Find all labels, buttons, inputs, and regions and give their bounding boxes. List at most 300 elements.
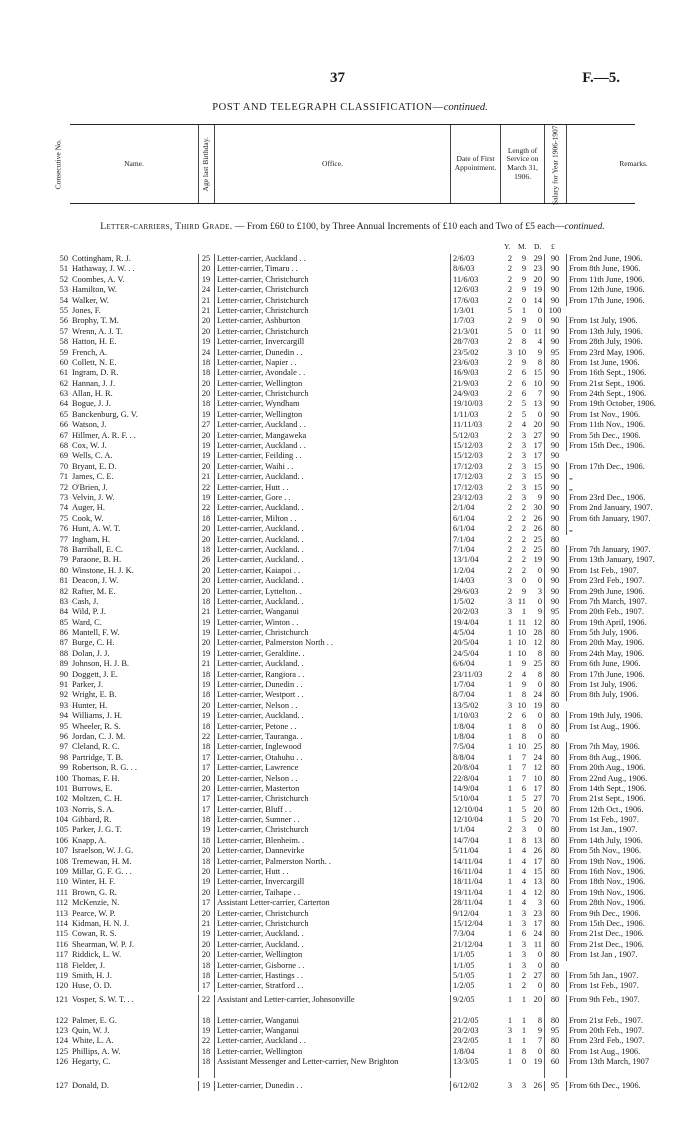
row-salary: 90 xyxy=(544,316,565,326)
row-number: 84 xyxy=(59,607,68,617)
row-age: 21 xyxy=(198,296,213,306)
row-appointment-date: 1/5/02 xyxy=(450,597,501,607)
row-number: 66 xyxy=(59,420,68,430)
row-office: Letter-carrier, Winton . . xyxy=(214,618,451,628)
row-service-months: 10 xyxy=(517,638,526,648)
row-age: 24 xyxy=(198,348,213,358)
row-salary: 80 xyxy=(544,971,565,981)
row-name: Wheeler, R. S. xyxy=(72,721,121,731)
row-number: 76 xyxy=(59,524,68,534)
table-row xyxy=(55,867,646,877)
row-appointment-date: 11/11/03 xyxy=(450,420,501,430)
row-service-years: 1 xyxy=(507,1015,512,1025)
table-row xyxy=(59,586,645,597)
row-service-months: 1 xyxy=(521,305,526,315)
row-service-years: 2 xyxy=(507,399,512,409)
row-service-years: 2 xyxy=(507,524,512,534)
row-age: 18 xyxy=(198,358,213,368)
row-salary: 90 xyxy=(544,566,565,576)
row-service-months: 5 xyxy=(521,409,526,419)
row-service-days: 17 xyxy=(533,451,542,461)
row-salary: 80 xyxy=(544,774,565,784)
row-number: 105 xyxy=(55,825,68,835)
table-row xyxy=(55,835,643,846)
row-number: 104 xyxy=(55,815,68,825)
row-office: Letter-carrier, Lyttelton. . xyxy=(214,587,451,597)
row-service-years: 1 xyxy=(507,628,512,638)
row-number: 52 xyxy=(59,274,68,284)
row-service-days: 10 xyxy=(533,773,542,783)
section-heading xyxy=(70,221,635,233)
row-age: 19 xyxy=(198,628,213,638)
row-age: 27 xyxy=(198,420,213,430)
table-row xyxy=(55,898,646,908)
row-salary: 90 xyxy=(544,576,565,586)
row-salary: 80 xyxy=(544,784,565,794)
row-service-years: 1 xyxy=(507,659,512,669)
row-salary: 90 xyxy=(544,597,565,607)
row-remarks: From 23rd Dec., 1906. xyxy=(566,493,699,503)
row-salary: 80 xyxy=(544,753,565,763)
unit-years: Y. xyxy=(504,242,511,251)
row-office: Assistant and Letter-carrier, Johnsonville xyxy=(214,995,451,1016)
row-age: 19 xyxy=(198,441,213,451)
row-remarks: From 5th Nov., 1906. xyxy=(566,846,699,856)
table-row xyxy=(59,295,645,306)
row-number: 51 xyxy=(59,264,68,274)
row-remarks: From 23rd May, 1906. xyxy=(566,348,699,358)
row-salary: 90 xyxy=(544,462,565,472)
row-office: Letter-carrier, Palmerston North. . xyxy=(214,857,451,867)
table-row xyxy=(55,783,647,794)
row-name: Burrows, E. xyxy=(72,783,113,793)
row-age: 21 xyxy=(198,659,213,669)
row-appointment-date: 14/9/04 xyxy=(450,784,501,794)
row-salary: 80 xyxy=(544,618,565,628)
table-row xyxy=(59,700,635,711)
row-service-days: 4 xyxy=(537,337,542,347)
row-service-days: 28 xyxy=(533,628,542,638)
row-age: 21 xyxy=(198,607,213,617)
row-remarks: From 21st Feb., 1907. xyxy=(566,1016,699,1026)
row-name: Hegarty, C. xyxy=(72,1057,111,1067)
row-appointment-date: 28/11/04 xyxy=(450,898,501,908)
row-age: 18 xyxy=(198,690,213,700)
row-number: 113 xyxy=(55,908,68,918)
row-office: Letter-carrier, Gisborne . . xyxy=(214,961,451,971)
row-service-years: 3 xyxy=(507,700,512,710)
row-service-months: 6 xyxy=(521,389,526,399)
header-name xyxy=(70,125,198,203)
row-name: Ingram, D. R. xyxy=(72,368,119,378)
row-appointment-date: 17/6/03 xyxy=(450,296,501,306)
row-service-months: 4 xyxy=(521,867,526,877)
row-age: 20 xyxy=(198,940,213,950)
row-age: 20 xyxy=(198,379,213,389)
row-remarks: From 20th Feb., 1907. xyxy=(566,607,699,617)
row-service-days: 0 xyxy=(537,576,542,586)
row-appointment-date: 1/4/03 xyxy=(450,576,501,586)
table-row xyxy=(55,919,645,929)
row-name: Parker, J. G. T. xyxy=(72,825,122,835)
table-row xyxy=(59,482,635,493)
row-salary: 90 xyxy=(544,420,565,430)
row-number: 91 xyxy=(59,680,68,690)
row-appointment-date: 12/6/03 xyxy=(450,285,501,295)
row-service-months: 7 xyxy=(521,763,526,773)
row-salary: 90 xyxy=(544,368,565,378)
row-name: Smith, H. J. xyxy=(72,970,112,980)
row-service-years: 1 xyxy=(507,731,512,741)
row-appointment-date: 13/1/04 xyxy=(450,555,501,565)
row-service-days: 29 xyxy=(533,254,542,263)
row-remarks: From 17th June, 1906. xyxy=(566,296,699,306)
row-name: Banckenburg, G. V. xyxy=(72,409,138,419)
row-age: 21 xyxy=(198,919,213,929)
row-remarks: From 17th Dec., 1906. xyxy=(566,462,699,472)
row-appointment-date: 21/2/05 xyxy=(450,1016,501,1026)
row-service-months: 4 xyxy=(521,898,526,908)
row-service-years: 2 xyxy=(507,711,512,721)
row-remarks: From 1st Aug., 1906. xyxy=(566,722,699,732)
header-service xyxy=(500,125,544,203)
row-service-months: 3 xyxy=(521,919,526,928)
row-service-days: 0 xyxy=(537,825,542,835)
row-age: 18 xyxy=(198,857,213,867)
row-salary: 80 xyxy=(544,524,565,534)
header-date-label: Date of First Appointment. xyxy=(454,154,497,172)
row-number: 71 xyxy=(59,472,68,482)
table-row xyxy=(55,939,644,950)
row-age: 18 xyxy=(198,722,213,732)
row-age: 22 xyxy=(198,503,213,513)
table-row xyxy=(59,555,655,565)
row-service-months: 4 xyxy=(521,669,526,679)
row-age: 20 xyxy=(198,888,213,898)
table-row xyxy=(55,960,635,971)
row-service-years: 1 xyxy=(507,981,512,991)
row-salary: 90 xyxy=(544,483,565,493)
row-service-months: 11 xyxy=(517,596,526,606)
row-service-days: 12 xyxy=(533,763,542,773)
row-number: 72 xyxy=(59,482,68,492)
row-number: 74 xyxy=(59,503,68,513)
row-age: 18 xyxy=(198,1057,213,1078)
row-salary: 80 xyxy=(544,950,565,960)
row-salary: 90 xyxy=(544,451,565,461)
row-number: 121 xyxy=(55,994,68,1004)
row-service-years: 1 xyxy=(507,690,512,700)
table-row xyxy=(59,524,635,534)
row-service-months: 2 xyxy=(521,524,526,534)
row-salary: 80 xyxy=(544,909,565,919)
row-service-days: 0 xyxy=(537,731,542,741)
row-service-months: 8 xyxy=(521,1046,526,1056)
row-appointment-date: 5/1/05 xyxy=(450,971,501,981)
row-office: Letter-carrier, Dunedin . . xyxy=(214,680,451,690)
row-appointment-date: 8/8/04 xyxy=(450,753,501,763)
row-remarks: From 2nd January, 1907. xyxy=(566,503,699,513)
row-remarks: From 24th Sept., 1906. xyxy=(566,389,699,399)
row-office: Letter-carrier, Christchurch xyxy=(214,296,451,306)
table-row xyxy=(59,731,635,742)
row-office: Letter-carrier, Auckland. . xyxy=(214,576,451,586)
row-number: 56 xyxy=(59,316,68,326)
row-service-months: 3 xyxy=(521,492,526,502)
row-salary: 70 xyxy=(544,794,565,804)
row-age: 19 xyxy=(198,649,213,659)
row-service-years: 1 xyxy=(507,970,512,980)
row-salary: 80 xyxy=(544,995,565,1016)
row-service-years: 1 xyxy=(507,794,512,804)
row-number: 100 xyxy=(55,773,68,783)
row-name: Williams, J. H. xyxy=(72,711,123,721)
row-service-days: 0 xyxy=(537,596,542,606)
row-number: 120 xyxy=(55,981,68,991)
row-service-days: 0 xyxy=(537,565,542,575)
row-office: Letter-carrier, Auckland. . xyxy=(214,929,451,939)
row-service-months: 3 xyxy=(521,825,526,835)
table-row xyxy=(55,877,646,887)
row-age: 20 xyxy=(198,576,213,586)
row-office: Letter-carrier, Dunedin . . xyxy=(214,348,451,358)
row-name: Quin, W. J. xyxy=(72,1025,110,1035)
row-appointment-date: 1/10/03 xyxy=(450,711,501,721)
row-office: Letter-carrier, Timaru . . xyxy=(214,264,451,274)
row-service-days: 9 xyxy=(537,347,542,357)
table-row xyxy=(55,1036,645,1046)
row-service-years: 3 xyxy=(507,607,512,617)
row-appointment-date: 1/8/04 xyxy=(450,722,501,732)
row-age: 17 xyxy=(198,794,213,804)
table-row xyxy=(59,680,638,690)
row-salary: 90 xyxy=(544,337,565,347)
row-service-months: 2 xyxy=(521,503,526,513)
row-service-days: 3 xyxy=(537,586,542,596)
table-row xyxy=(59,441,645,451)
row-office: Letter-carrier, Auckland. . xyxy=(214,555,451,565)
row-service-months: 10 xyxy=(517,347,526,357)
row-office: Letter-carrier, Ashburton xyxy=(214,316,451,326)
row-office: Letter-carrier, Auckland . . xyxy=(214,420,451,430)
row-number: 60 xyxy=(59,357,68,367)
row-remarks: From 20th May, 1906. xyxy=(566,638,699,648)
table-row xyxy=(59,305,635,316)
row-name: Mantell, F. W. xyxy=(72,628,120,638)
row-salary: 80 xyxy=(544,981,565,991)
row-name: Tremewan, H. M. xyxy=(72,856,132,866)
row-number: 115 xyxy=(55,929,68,939)
row-service-months: 5 xyxy=(521,399,526,409)
row-age: 19 xyxy=(198,711,213,721)
row-appointment-date: 12/10/04 xyxy=(450,805,501,815)
row-remarks: From 1st Feb., 1907. xyxy=(566,566,699,576)
row-salary: 90 xyxy=(544,431,565,441)
row-number: 117 xyxy=(55,950,68,960)
header-name-label: Name. xyxy=(124,158,144,168)
row-service-months: 0 xyxy=(521,326,526,336)
row-salary: 90 xyxy=(544,275,565,285)
row-office: Letter-carrier, Kaiapoi . . xyxy=(214,566,451,576)
row-service-days: 24 xyxy=(533,690,542,700)
row-name: Cottingham, R. J. xyxy=(72,254,131,263)
row-service-months: 9 xyxy=(521,680,526,690)
row-age: 20 xyxy=(198,462,213,472)
row-service-days: 27 xyxy=(533,970,542,980)
row-appointment-date: 6/12/02 xyxy=(450,1081,501,1091)
row-name: Rafter, M. E. xyxy=(72,586,116,596)
row-service-days: 20 xyxy=(533,815,542,825)
row-service-years: 2 xyxy=(507,254,512,263)
row-remarks: From 8th June, 1906. xyxy=(566,264,699,274)
row-service-years: 2 xyxy=(507,337,512,347)
row-service-days: 12 xyxy=(533,638,542,648)
row-name: Bryant, E. D. xyxy=(72,461,117,471)
row-office: Letter-carrier, Christchurch xyxy=(214,919,451,929)
row-service-years: 1 xyxy=(507,648,512,658)
row-service-days: 0 xyxy=(537,981,542,991)
row-age: 25 xyxy=(198,254,213,264)
row-office: Letter-carrier, Auckland. . xyxy=(214,535,451,545)
row-service-days: 0 xyxy=(537,960,542,970)
row-age: 20 xyxy=(198,327,213,337)
row-remarks: From 7th January, 1907. xyxy=(566,545,699,555)
row-appointment-date: 5/11/04 xyxy=(450,846,501,856)
row-service-months: 8 xyxy=(521,731,526,741)
row-service-months: 3 xyxy=(521,908,526,918)
row-remarks: From 5th July, 1906. xyxy=(566,628,699,638)
row-service-years: 3 xyxy=(507,1025,512,1035)
row-age: 17 xyxy=(198,805,213,815)
row-number: 87 xyxy=(59,638,68,648)
row-number: 95 xyxy=(59,721,68,731)
row-remarks: From 1st Feb., 1907. xyxy=(566,815,699,825)
row-service-days: 8 xyxy=(537,648,542,658)
row-remarks: From 6th June, 1906. xyxy=(566,659,699,669)
table-row xyxy=(55,1057,650,1078)
table-row xyxy=(55,1046,641,1057)
row-name: Wright, E. B. xyxy=(72,690,117,700)
row-service-days: 30 xyxy=(533,503,542,513)
row-service-months: 2 xyxy=(521,513,526,523)
title-main: POST AND TELEGRAPH CLASSIFICATION— xyxy=(212,102,444,113)
row-name: Hatton, H. E. xyxy=(72,337,117,347)
section-lead: Letter-carriers, Third Grade. xyxy=(100,221,233,232)
row-office: Letter-carrier, Auckland . . xyxy=(214,441,451,451)
row-service-months: 4 xyxy=(521,887,526,897)
row-name: Hamilton, W. xyxy=(72,285,117,295)
row-service-months: 8 xyxy=(521,337,526,347)
row-salary: 80 xyxy=(544,722,565,732)
row-salary: 80 xyxy=(544,961,565,971)
row-age: 19 xyxy=(198,1026,213,1036)
row-service-years: 2 xyxy=(507,295,512,305)
row-number: 99 xyxy=(59,763,68,773)
row-service-years: 1 xyxy=(507,763,512,773)
section-italic: continued. xyxy=(564,221,605,232)
row-age: 22 xyxy=(198,995,213,1016)
row-service-years: 2 xyxy=(507,389,512,399)
row-age: 19 xyxy=(198,825,213,835)
header-salary xyxy=(544,125,566,203)
table-row xyxy=(59,503,653,513)
row-appointment-date: 19/10/03 xyxy=(450,399,501,409)
row-office: Letter-carrier, Auckland. . xyxy=(214,711,451,721)
row-appointment-date: 2/6/03 xyxy=(450,254,501,264)
row-age: 20 xyxy=(198,264,213,274)
row-remarks: From 14th Sept., 1906. xyxy=(566,784,699,794)
row-age: 20 xyxy=(198,566,213,576)
row-number: 50 xyxy=(59,254,68,263)
row-name: Watson, J. xyxy=(72,420,107,430)
row-remarks: From 1st Aug., 1906. xyxy=(566,1047,699,1057)
row-appointment-date: 1/8/04 xyxy=(450,1047,501,1057)
row-remarks: From 23rd Feb., 1907. xyxy=(566,1036,699,1046)
row-name: Ward, C. xyxy=(72,617,102,627)
row-service-years: 1 xyxy=(507,804,512,814)
row-number: 67 xyxy=(59,430,68,440)
row-service-days: 7 xyxy=(537,1036,542,1046)
row-remarks: „ xyxy=(566,524,699,534)
table-row xyxy=(55,908,641,919)
row-remarks: From 11th June, 1906. xyxy=(566,275,699,285)
row-appointment-date: 17/12/03 xyxy=(450,462,501,472)
row-remarks: From 7th May, 1906. xyxy=(566,742,699,752)
row-appointment-date: 21/12/04 xyxy=(450,940,501,950)
row-appointment-date: 23/2/05 xyxy=(450,1036,501,1046)
row-name: Shearman, W. P. J. xyxy=(72,939,135,949)
row-service-years: 1 xyxy=(507,898,512,908)
page-number: 37 xyxy=(330,70,345,86)
row-service-months: 3 xyxy=(521,441,526,451)
row-service-days: 20 xyxy=(533,994,542,1004)
row-office: Letter-carrier, Wanganui xyxy=(214,1026,451,1036)
row-appointment-date: 21/3/01 xyxy=(450,327,501,337)
row-office: Letter-carrier, Auckland. . xyxy=(214,545,451,555)
row-office: Letter-carrier, Avondale . . xyxy=(214,368,451,378)
row-office: Letter-carrier, Christchurch xyxy=(214,327,451,337)
row-service-days: 12 xyxy=(533,617,542,627)
table-row xyxy=(59,409,641,420)
table-row xyxy=(59,430,641,441)
row-age: 18 xyxy=(198,815,213,825)
row-appointment-date: 1/1/04 xyxy=(450,825,501,835)
row-remarks: From 16th Nov., 1906. xyxy=(566,867,699,877)
row-service-days: 26 xyxy=(533,846,542,856)
table-row xyxy=(59,576,645,586)
row-service-years: 3 xyxy=(507,576,512,586)
row-service-years: 2 xyxy=(507,492,512,502)
row-salary: 90 xyxy=(544,514,565,524)
row-service-years: 3 xyxy=(507,347,512,357)
table-row xyxy=(59,648,645,659)
row-name: Vosper, S. W. T. . . xyxy=(72,994,134,1004)
row-remarks: From 19th July, 1906. xyxy=(566,711,699,721)
row-service-years: 1 xyxy=(507,867,512,877)
row-name: Thomas, F. H. xyxy=(72,773,120,783)
row-number: 78 xyxy=(59,544,68,554)
row-office: Letter-carrier, Stratford . . xyxy=(214,981,451,991)
row-name: Velvin, J. W. xyxy=(72,492,115,502)
row-service-months: 9 xyxy=(521,586,526,596)
row-salary: 90 xyxy=(544,441,565,451)
row-number: 86 xyxy=(59,628,68,638)
row-service-years: 2 xyxy=(507,378,512,388)
row-number: 77 xyxy=(59,534,68,544)
row-appointment-date: 20/8/04 xyxy=(450,763,501,773)
row-office: Letter-carrier, Christchurch xyxy=(214,825,451,835)
row-service-months: 1 xyxy=(521,1036,526,1046)
